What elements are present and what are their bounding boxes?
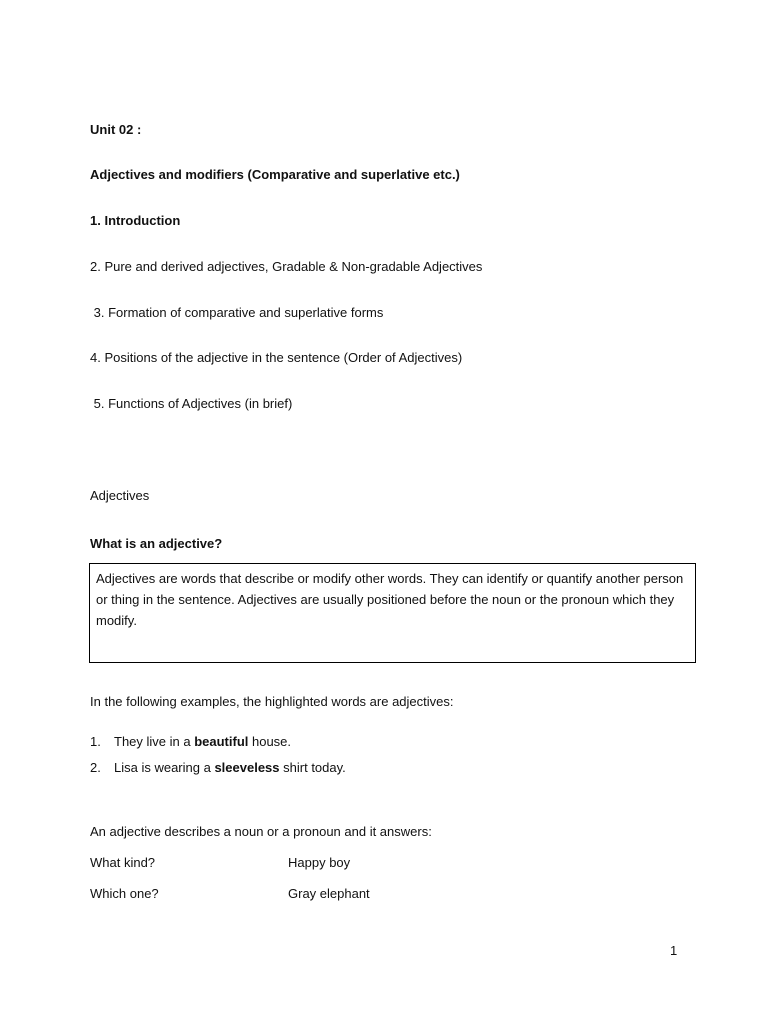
examples-list	[90, 733, 346, 785]
example-text-after: shirt today.	[279, 760, 346, 775]
answer-row	[90, 886, 370, 902]
answer-row	[90, 855, 350, 871]
answer-example: Gray elephant	[288, 886, 370, 901]
section-heading: Adjectives	[90, 488, 150, 503]
page-title: Adjectives and modifiers (Comparative and superlative etc.)	[90, 167, 460, 182]
example-text-before: They live in a	[114, 734, 195, 749]
example-text-before: Lisa is wearing a	[114, 760, 215, 775]
definition-box: Adjectives are words that describe or modify other words. They can identify or quantify another person or thing in the sentence. Adjectives are usually positioned before the noun or the pronoun which they modify.	[89, 563, 696, 663]
page-number: 1	[670, 943, 678, 958]
outline-item-formation: 3. Formation of comparative and superlative forms	[90, 305, 384, 320]
answer-question: Which one?	[90, 886, 159, 901]
examples-intro: In the following examples, the highlighted words are adjectives:	[90, 694, 454, 709]
list-item	[90, 759, 346, 785]
list-item-number: 2.	[90, 760, 101, 775]
answer-example: Happy boy	[288, 855, 351, 870]
outline-item-introduction: 1. Introduction	[90, 213, 181, 228]
example-text-after: house.	[248, 734, 292, 749]
outline-item-functions: 5. Functions of Adjectives (in brief)	[90, 396, 293, 411]
question-heading: What is an adjective?	[90, 536, 223, 551]
highlighted-adjective: sleeveless	[214, 760, 280, 775]
list-item	[90, 733, 346, 759]
highlighted-adjective: beautiful	[194, 734, 249, 749]
outline-item-positions: 4. Positions of the adjective in the sentence (Order of Adjectives)	[90, 350, 463, 365]
answers-intro: An adjective describes a noun or a pronoun and it answers:	[90, 824, 432, 839]
answer-question: What kind?	[90, 855, 156, 870]
list-item-number: 1.	[90, 734, 101, 749]
unit-label: Unit 02 :	[90, 122, 142, 137]
outline-item-pure-derived: 2. Pure and derived adjectives, Gradable & Non-gradable Adjectives	[90, 259, 483, 274]
